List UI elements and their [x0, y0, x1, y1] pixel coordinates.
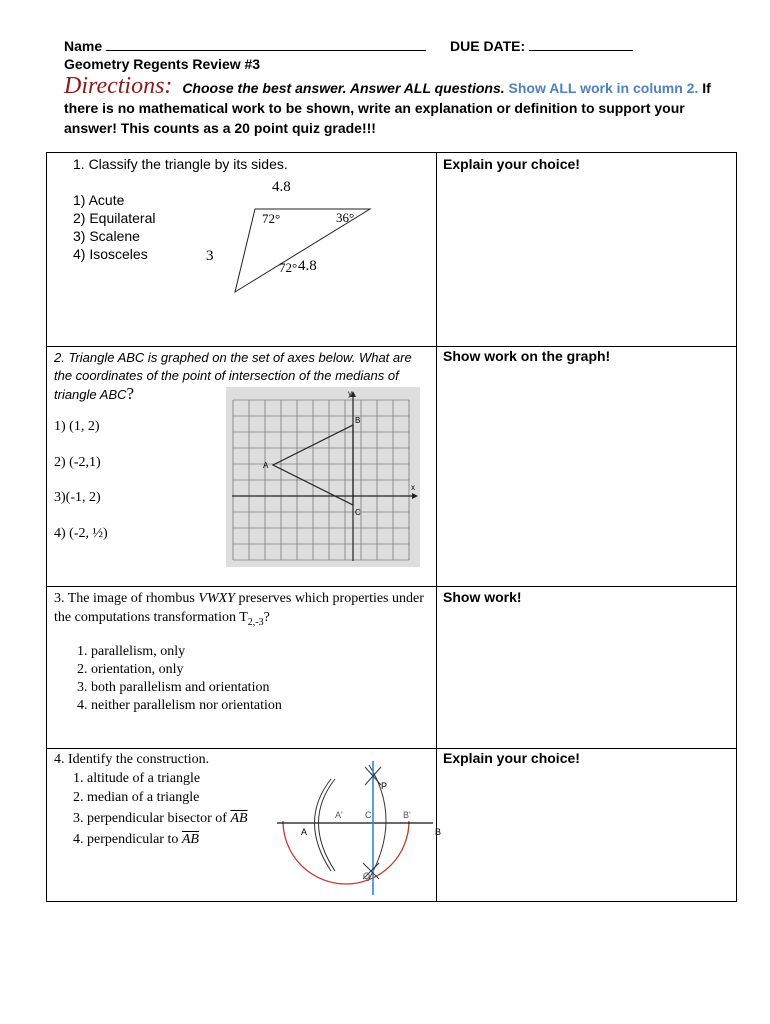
due-date-label: DUE DATE: [450, 38, 526, 54]
q4-label-p: P [381, 781, 388, 791]
q4-choice-4-row[interactable] [73, 830, 248, 849]
q4-choice-2[interactable]: 2. median of a triangle [73, 790, 200, 805]
q2-label-a: A [263, 461, 269, 470]
q1-choice-2[interactable]: 2) Equilateral [73, 210, 156, 226]
q1-instruction: Explain your choice! [443, 156, 580, 172]
q3-choice-3[interactable]: 3. both parallelism and orientation [77, 680, 270, 695]
directions-blue-text: Show ALL work in column 2. [508, 80, 699, 96]
question-table [46, 152, 737, 902]
q1-label-right-side: 4.8 [298, 258, 317, 274]
q4-instruction: Explain your choice! [443, 750, 580, 766]
q1-label-top-side: 4.8 [272, 179, 291, 195]
q3-choice-4[interactable]: 4. neither parallelism nor orientation [77, 698, 282, 713]
q4-choice-4: 4. perpendicular to [73, 832, 179, 847]
directions-text-b: If there is no mathematical work to be shown, write an explanation or definition to support your answer! This counts as a 20 point quiz grade!!! [64, 80, 711, 136]
q4-choices [73, 769, 248, 849]
q3-instruction: Show work! [443, 589, 522, 605]
q4-answer-cell[interactable] [437, 749, 737, 902]
q3-prompt-b: preserves which properties under the computations transformation T [54, 591, 424, 625]
q2-choice-4[interactable]: 4) (-2, ½) [54, 526, 108, 541]
q2-choice-3[interactable]: 3)(-1, 2) [54, 490, 101, 505]
due-date-line [450, 38, 633, 54]
directions: Directions: Choose the best answer. Answer ALL questions. Show ALL work in column 2. If there is no mathematical work to be shown, write an explanation or definition to support your answer! This counts as a 20 point quiz grade!!! [64, 73, 711, 136]
q1-answer-cell[interactable] [437, 153, 737, 347]
question-row-4 [47, 749, 737, 902]
q4-segment-ab-1: $\overline{AB}$ [230, 811, 248, 826]
q2-label-b: B [355, 416, 361, 425]
due-date-blank[interactable] [529, 50, 633, 51]
question-row-2 [47, 347, 737, 587]
q4-choice-1[interactable]: 1. altitude of a triangle [73, 771, 201, 786]
q3-rhombus-name: VWXY [198, 591, 235, 606]
q1-choice-3[interactable]: 3) Scalene [73, 228, 140, 244]
q1-angle-bottom: 72° [279, 260, 298, 275]
name-label: Name [64, 38, 103, 54]
q1-choice-1[interactable]: 1) Acute [73, 192, 125, 208]
q2-instruction: Show work on the graph! [443, 348, 611, 364]
q2-label-c: C [355, 508, 361, 517]
q4-prompt: 4. Identify the construction. [54, 752, 210, 767]
page-subtitle: Geometry Regents Review #3 [64, 56, 261, 72]
q3-prompt [54, 589, 429, 632]
q4-label-a: A [301, 827, 308, 837]
q3-prompt-a: 3. The image of rhombus [54, 591, 199, 606]
q2-choice-1[interactable]: 1) (1, 2) [54, 419, 100, 434]
q2-prompt-end: ? [126, 384, 135, 403]
q4-label-b: B [435, 827, 442, 837]
q3-choice-1[interactable]: 1. parallelism, only [77, 644, 186, 659]
q4-label-a-prime: A' [335, 810, 343, 820]
question-row-3 [47, 587, 737, 749]
q1-prompt: 1. Classify the triangle by its sides. [73, 156, 288, 172]
name-blank[interactable] [106, 50, 426, 51]
q1-choice-4[interactable]: 4) Isosceles [73, 246, 148, 262]
q4-choice-3-row[interactable] [73, 809, 248, 828]
q1-triangle-figure [202, 175, 402, 300]
q1-choices [73, 191, 156, 263]
name-line [64, 38, 426, 54]
directions-heading: Directions: [64, 73, 173, 99]
q2-coordinate-graph[interactable] [226, 387, 420, 567]
q2-answer-cell[interactable] [437, 347, 737, 587]
q3-prompt-c: ? [263, 610, 270, 625]
question-row-1 [47, 153, 737, 347]
q2-prompt-text: 2. Triangle ABC is graphed on the set of axes below. What are the coordinates of the point of intersection of the medians of triangle ABC [54, 350, 412, 402]
q4-arc-left [315, 779, 332, 871]
q2-x-label: x [411, 483, 415, 492]
q1-label-left-side: 3 [206, 248, 214, 264]
q3-prompt-sub: 2,-3 [247, 616, 264, 628]
q4-choice-3: 3. perpendicular bisector of [73, 811, 227, 826]
q4-label-c: C [365, 810, 372, 820]
q4-label-q: Q [363, 871, 371, 881]
q3-answer-cell[interactable] [437, 587, 737, 749]
q3-choice-2[interactable]: 2. orientation, only [77, 662, 184, 677]
q2-y-label: y [348, 389, 352, 398]
q1-angle-top-right: 36° [336, 210, 355, 225]
q1-angle-top-left: 72° [262, 211, 281, 226]
q4-segment-ab-2: $\overline{AB}$ [181, 832, 199, 847]
q4-construction-figure [273, 759, 442, 899]
directions-text-a: Choose the best answer. Answer ALL questions [182, 80, 501, 96]
q3-choices [77, 643, 282, 715]
q4-label-b-prime: B' [403, 810, 411, 820]
q2-choice-2[interactable]: 2) (-2,1) [54, 455, 101, 470]
